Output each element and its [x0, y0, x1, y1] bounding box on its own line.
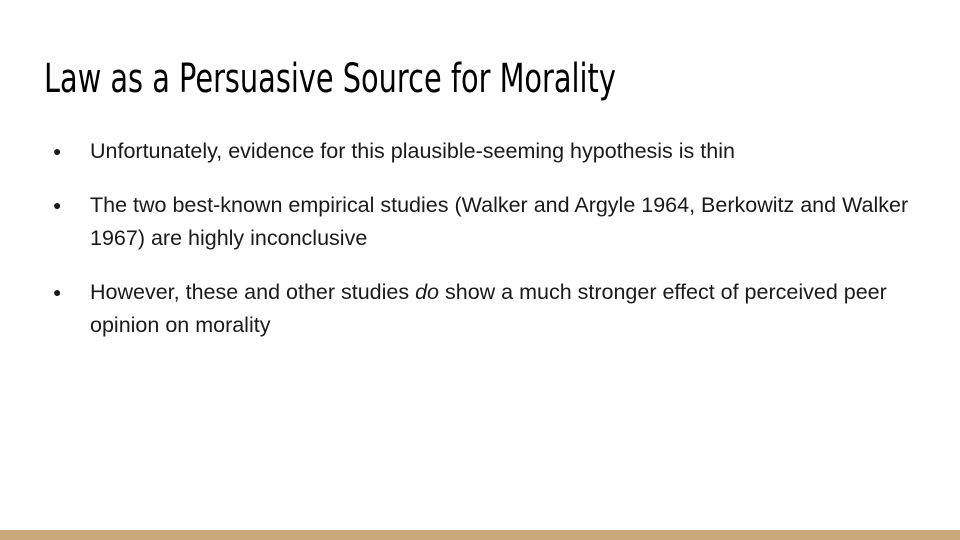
bullet-item — [0, 135, 960, 168]
bullet-dot-icon: ● — [53, 143, 62, 159]
bullet-item — [0, 276, 960, 342]
bullet-text-before: However, these and other studies — [90, 280, 416, 304]
bullet-dot-icon: ● — [53, 197, 62, 213]
bullet-text-after: show a much stronger effect of perceived peer opinion on morality — [90, 280, 887, 337]
bullet-dot-icon: ● — [53, 284, 62, 300]
footer-accent-bar — [0, 530, 960, 540]
slide-title: Law as a Persuasive Source for Morality — [44, 56, 616, 102]
bullet-list — [0, 135, 960, 363]
bullet-text: The two best-known empirical studies (Walker and Argyle 1964, Berkowitz and Walker 1967) are highly inconclusive — [90, 193, 909, 250]
bullet-text: Unfortunately, evidence for this plausible-seeming hypothesis is thin — [90, 139, 735, 163]
bullet-item — [0, 189, 960, 255]
bullet-text-emphasis: do — [415, 280, 440, 304]
